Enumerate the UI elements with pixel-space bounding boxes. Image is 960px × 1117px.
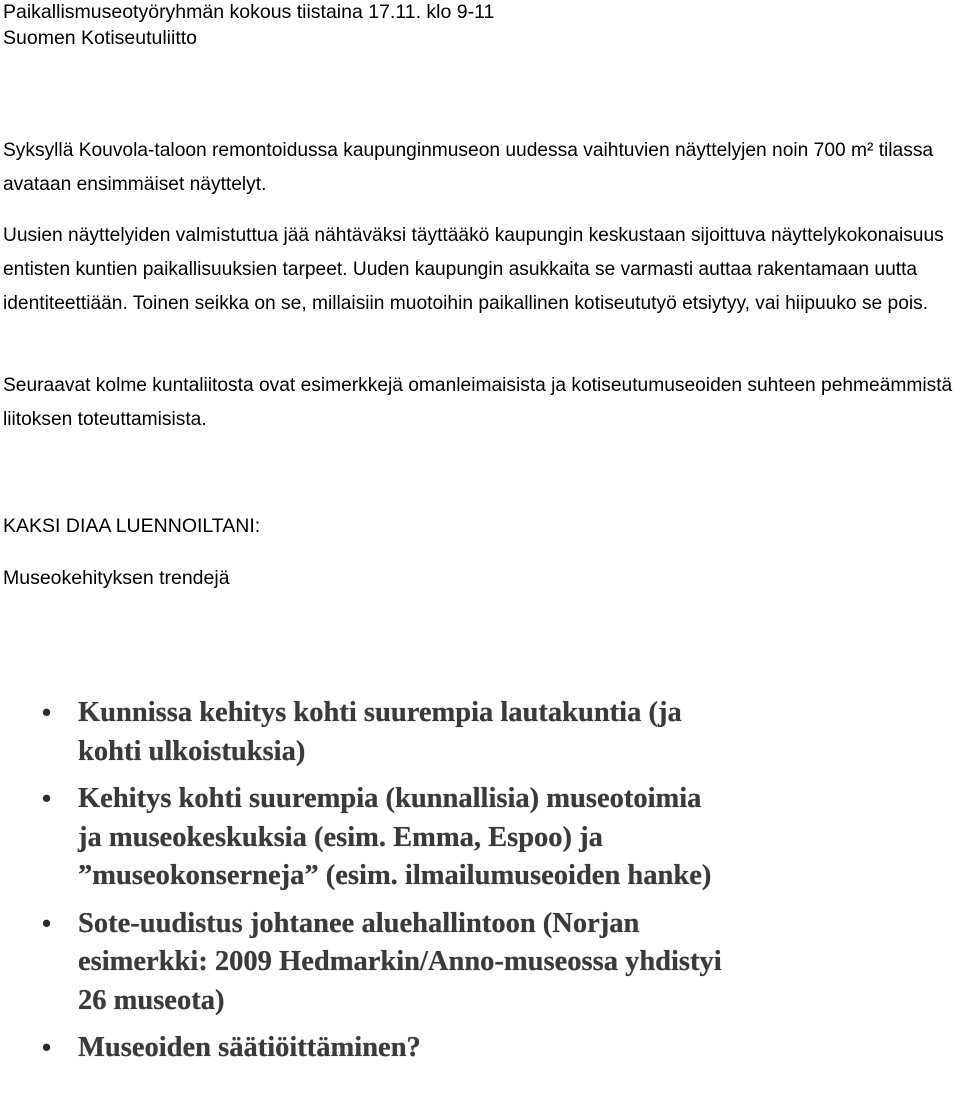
slide-bullet-text: Sote-uudistus johtanee aluehallintoon (Norjan esimerkki: 2009 Hedmarkin/Anno-museossa yhdistyi 26 museota) (78, 907, 722, 1016)
slide-bullet-text: Kunnissa kehitys kohti suurempia lautakuntia (ja kohti ulkoistuksia) (78, 697, 682, 767)
paragraph-2: Uusien näyttelyiden valmistuttua jää nähtäväksi täyttääkö kaupungin keskustaan sijoittuva näyttelykokonaisuus entisten kuntien paikallisuuksien tarpeet. Uuden kaupungin asukkaita se varmasti auttaa rakentamaan uutta identiteettiään. Toinen seikka on se, millaisiin muotoihin paikallinen kotiseututyö etsiytyy, vai hiipuuko se pois. (3, 225, 944, 314)
slide-title: Museokehityksen trendejä (3, 567, 230, 589)
organization-name: Suomen Kotiseutuliitto (3, 27, 198, 49)
bullet-icon: • (42, 1033, 52, 1062)
slide-bullet (30, 1029, 730, 1068)
paragraph-1: Syksyllä Kouvola-taloon remontoidussa kaupunginmuseon uudessa vaihtuvien näyttelyjen noin 700 m² tilassa avataan ensimmäiset näyttelyt. (3, 140, 934, 195)
slide-bullet-text: Museoiden säätiöittäminen? (78, 1032, 421, 1063)
slide-bullet (30, 780, 730, 896)
section-heading: KAKSI DIAA LUENNOILTANI: (3, 515, 261, 537)
slide-image (30, 694, 730, 1117)
slide-bullet (30, 905, 730, 1021)
bullet-icon: • (42, 908, 52, 938)
paragraph-3: Seuraavat kolme kuntaliitosta ovat esimerkkejä omanleimaisista ja kotiseutumuseoiden suhteen pehmeämmistä liitoksen toteuttamisista. (3, 375, 953, 430)
bullet-icon: • (42, 698, 52, 727)
slide-bullet (30, 694, 730, 771)
bullet-icon: • (42, 784, 52, 813)
meeting-title: Paikallismuseotyöryhmän kokous tiistaina 17.11. klo 9-11 (3, 1, 495, 23)
slide-bullet-text: Kehitys kohti suurempia (kunnallisia) museotoimia ja museokeskuksia (esim. Emma, Espoo) ja ”museokonserneja” (esim. ilmailumuseoiden hanke) (78, 783, 712, 891)
